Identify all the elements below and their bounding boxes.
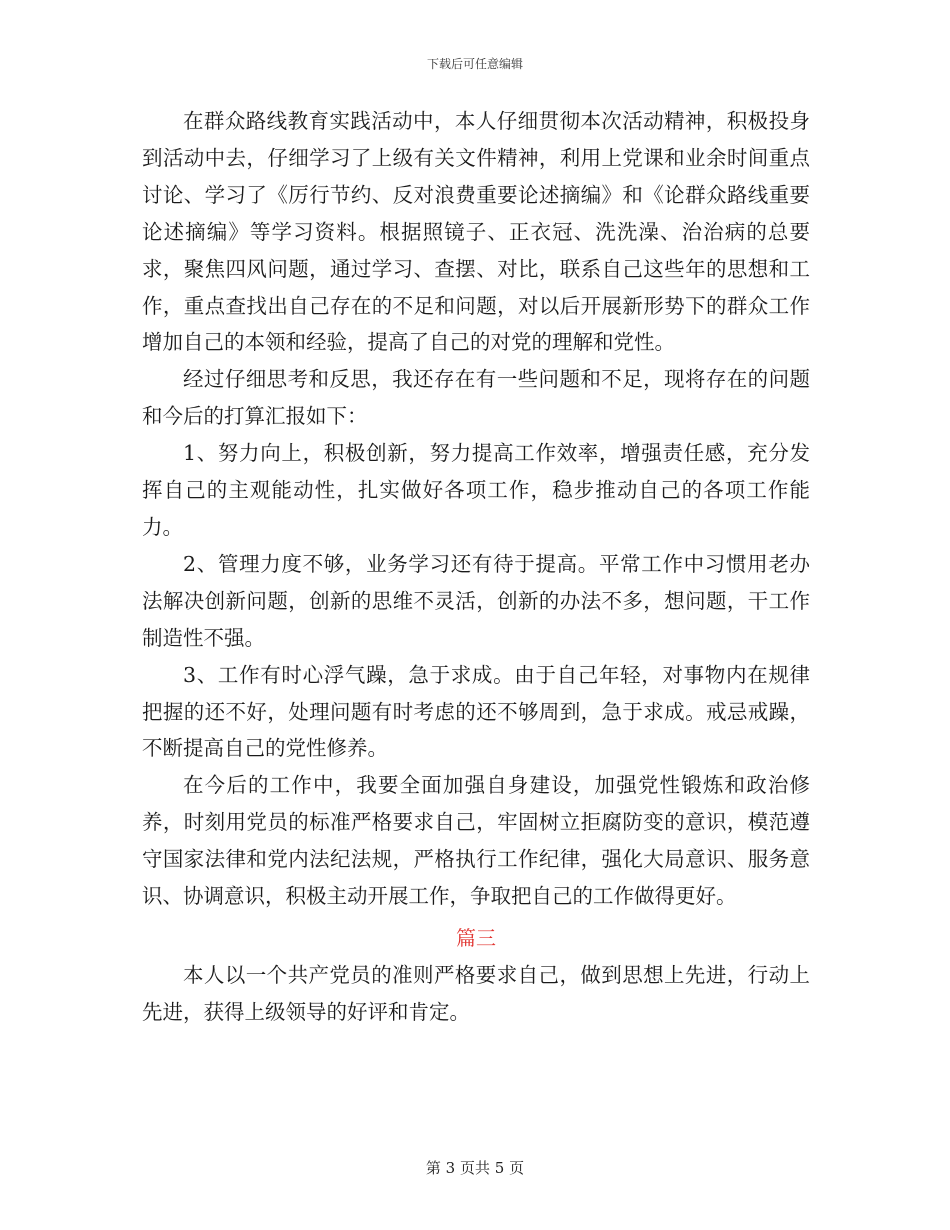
body-paragraph: 3、工作有时心浮气躁，急于求成。由于自己年轻，对事物内在规律把握的还不好，处理问题有时考虑的还不够周到，急于求成。戒忌戒躁，不断提高自己的党性修养。 bbox=[142, 662, 810, 761]
body-paragraph: 经过仔细思考和反思，我还存在有一些问题和不足，现将存在的问题和今后的打算汇报如下： bbox=[142, 367, 810, 429]
body-paragraph: 1、努力向上，积极创新，努力提高工作效率，增强责任感，充分发挥自己的主观能动性，扎实做好各项工作，稳步推动自己的各项工作能力。 bbox=[142, 441, 810, 539]
body-paragraph: 在群众路线教育实践活动中，本人仔细贯彻本次活动精神，积极投身到活动中去，仔细学习了上级有关文件精神，利用上党课和业余时间重点讨论、学习了《厉行节约、反对浪费重要论述摘编》和《论群众路线重要论述摘编》等学习资料。根据照镜子、正衣冠、洗洗澡、治治病的总要求，聚焦四风问题，通过学习、查摆、对比，联系自己这些年的思想和工作，重点查找出自己存在的不足和问题，对以后开展新形势下的群众工作增加自己的本领和经验，提高了自己的对党的理解和党性。 bbox=[142, 109, 810, 355]
body-paragraph: 2、管理力度不够，业务学习还有待于提高。平常工作中习惯用老办法解决创新问题，创新的思维不灵活，创新的办法不多，想问题，干工作制造性不强。 bbox=[142, 551, 810, 650]
body-paragraph: 在今后的工作中，我要全面加强自身建设，加强党性锻炼和政治修养，时刻用党员的标准严格要求自己，牢固树立拒腐防变的意识，模范遵守国家法律和党内法纪法规，严格执行工作纪律，强化大局意识、服务意识、协调意识，积极主动开展工作，争取把自己的工作做得更好。 bbox=[142, 773, 810, 909]
document-body bbox=[142, 103, 810, 1031]
section-title: 篇三 bbox=[456, 925, 496, 950]
page-header-note: 下载后可任意编辑 bbox=[426, 57, 523, 71]
body-paragraph: 本人以一个共产党员的准则严格要求自己，做到思想上先进，行动上先进，获得上级领导的好评和肯定。 bbox=[142, 962, 810, 1024]
page-number: 第 3 页共 5 页 bbox=[425, 1159, 525, 1177]
